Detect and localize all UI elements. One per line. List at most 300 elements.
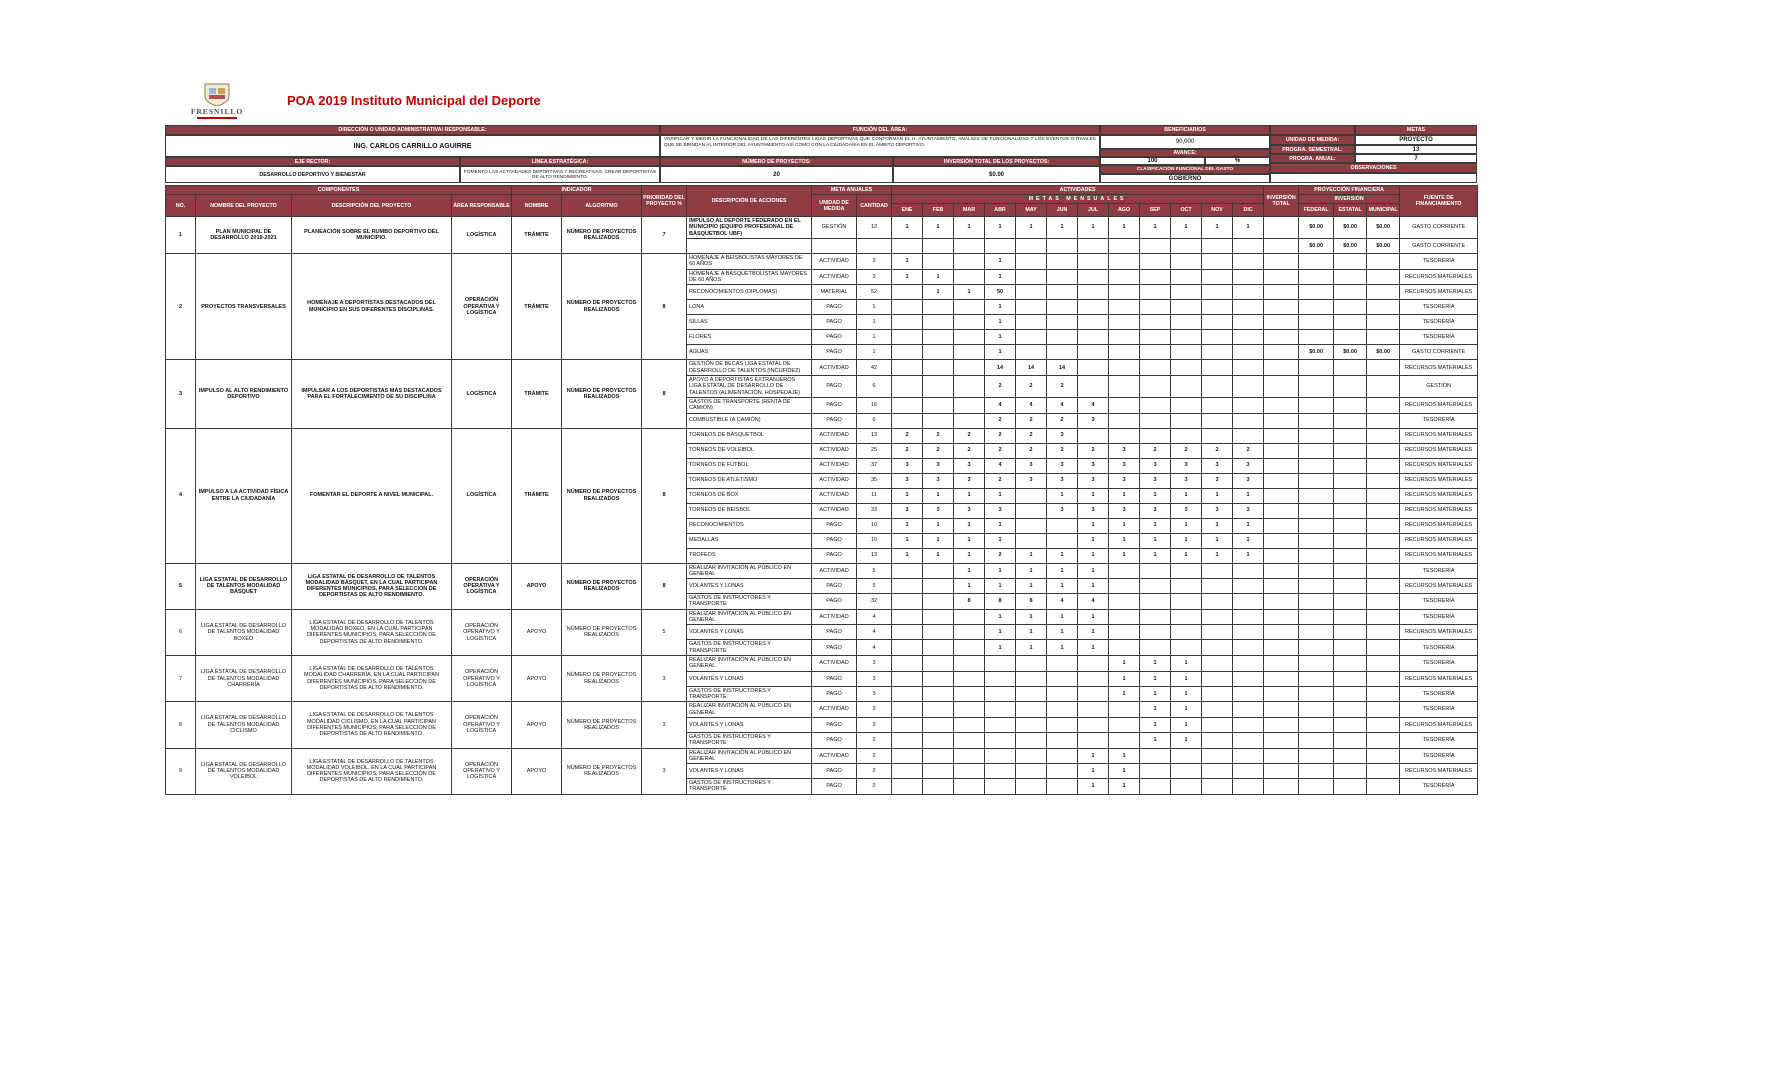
- band-metas-mensuales: METAS MENSUALES: [892, 195, 1264, 204]
- num-proyectos-label: NÚMERO DE PROYECTOS:: [660, 157, 893, 166]
- investment-federal: [1299, 779, 1334, 795]
- month-value-mar: [954, 609, 985, 625]
- month-value-dic: [1233, 656, 1264, 672]
- funding-source: TESORERÍA: [1400, 748, 1478, 764]
- month-value-mar: [954, 779, 985, 795]
- investment-estatal: [1334, 779, 1367, 795]
- action-quantity: 6: [857, 375, 892, 397]
- action-description: TORNEOS DE VOLEIBOL: [687, 443, 812, 458]
- month-value-mar: [954, 239, 985, 254]
- month-value-dic: 2: [1233, 443, 1264, 458]
- action-description: REALIZAR INVITACIÓN AL PÚBLICO EN GENERAL: [687, 702, 812, 718]
- month-value-nov: [1202, 717, 1233, 732]
- month-value-sep: [1140, 579, 1171, 594]
- col-header-fuente: FUENTE DE FINANCIAMIENTO: [1400, 186, 1478, 217]
- avance-unit: %: [1205, 157, 1270, 165]
- month-value-dic: [1233, 360, 1264, 376]
- month-value-ene: [892, 702, 923, 718]
- project-priority: 8: [642, 563, 687, 609]
- project-priority: 8: [642, 360, 687, 428]
- month-value-nov: 1: [1202, 548, 1233, 563]
- project-description: FOMENTAR EL DEPORTE A NIVEL MUNICIPAL.: [292, 428, 452, 563]
- action-unit: ACTIVIDAD: [812, 488, 857, 503]
- linea-estrategica-value: FOMENTO LAS ACTIVIDADES DEPORTIVAS Y RECREATIVAS. CREAR DEPORTISTAS DE ALTO RENDIMIENTO.: [460, 166, 660, 183]
- investment-federal: [1299, 764, 1334, 779]
- funcion-panel: [660, 125, 1100, 183]
- month-value-feb: [923, 563, 954, 579]
- month-value-mar: [954, 300, 985, 315]
- month-value-feb: [923, 625, 954, 640]
- month-value-sep: [1140, 345, 1171, 360]
- month-value-sep: [1140, 300, 1171, 315]
- month-value-ago: [1109, 609, 1140, 625]
- month-value-may: 14: [1016, 360, 1047, 376]
- action-quantity: 10: [857, 533, 892, 548]
- action-description: TORNEOS DE ATLETISMO: [687, 473, 812, 488]
- month-value-ene: 3: [892, 458, 923, 473]
- month-value-oct: 3: [1171, 458, 1202, 473]
- month-value-abr: 1: [985, 300, 1016, 315]
- action-description: VOLANTES Y LONAS: [687, 717, 812, 732]
- month-value-nov: [1202, 594, 1233, 610]
- action-quantity: 25: [857, 443, 892, 458]
- action-quantity: 11: [857, 488, 892, 503]
- month-value-ago: [1109, 360, 1140, 376]
- month-value-ene: [892, 300, 923, 315]
- month-value-oct: [1171, 779, 1202, 795]
- investment-total: [1264, 285, 1299, 300]
- funding-source: RECURSOS MATERIALES: [1400, 488, 1478, 503]
- logo-wordmark: FRESNILLO: [190, 107, 244, 116]
- month-value-ene: [892, 315, 923, 330]
- investment-federal: [1299, 254, 1334, 270]
- month-value-jul: 1: [1078, 518, 1109, 533]
- month-value-feb: 3: [923, 503, 954, 518]
- col-header-ind-nombre: NOMBRE: [512, 195, 562, 217]
- investment-estatal: [1334, 300, 1367, 315]
- funding-source: RECURSOS MATERIALES: [1400, 473, 1478, 488]
- project-priority: 3: [642, 656, 687, 702]
- month-value-jun: 4: [1047, 594, 1078, 610]
- action-unit: [812, 239, 857, 254]
- action-unit: PAGO: [812, 671, 857, 686]
- action-unit: MATERIAL: [812, 285, 857, 300]
- unidad-medida-value: PROYECTO: [1355, 135, 1477, 145]
- month-value-ene: 1: [892, 217, 923, 239]
- month-value-ene: 1: [892, 518, 923, 533]
- investment-estatal: [1334, 488, 1367, 503]
- action-description: HOMENAJE A BEISBOLISTAS MAYORES DE 60 AÑOS: [687, 254, 812, 270]
- action-quantity: 32: [857, 594, 892, 610]
- month-value-jul: 4: [1078, 397, 1109, 413]
- investment-municipal: [1367, 671, 1400, 686]
- month-value-oct: 1: [1171, 717, 1202, 732]
- action-unit: PAGO: [812, 533, 857, 548]
- month-value-mar: [954, 330, 985, 345]
- poa-table: [165, 185, 1478, 795]
- month-value-mar: 2: [954, 428, 985, 443]
- action-description: VOLANTES Y LONAS: [687, 579, 812, 594]
- investment-estatal: [1334, 640, 1367, 656]
- month-value-ago: [1109, 594, 1140, 610]
- month-value-abr: 2: [985, 443, 1016, 458]
- month-value-feb: [923, 702, 954, 718]
- investment-total: [1264, 360, 1299, 376]
- direccion-value: ING. CARLOS CARRILLO AGUIRRE: [165, 135, 660, 157]
- investment-municipal: [1367, 732, 1400, 748]
- investment-municipal: [1367, 375, 1400, 397]
- investment-federal: [1299, 640, 1334, 656]
- funding-source: RECURSOS MATERIALES: [1400, 548, 1478, 563]
- action-quantity: 1: [857, 300, 892, 315]
- month-value-ene: [892, 640, 923, 656]
- action-quantity: 42: [857, 360, 892, 376]
- investment-federal: [1299, 548, 1334, 563]
- investment-municipal: [1367, 625, 1400, 640]
- funding-source: RECURSOS MATERIALES: [1400, 717, 1478, 732]
- month-value-abr: [985, 764, 1016, 779]
- responsable-panel: [165, 125, 660, 183]
- observaciones-value: [1270, 173, 1477, 183]
- action-quantity: 6: [857, 413, 892, 428]
- month-value-feb: 3: [923, 473, 954, 488]
- month-value-ago: 3: [1109, 503, 1140, 518]
- month-value-sep: 1: [1140, 518, 1171, 533]
- month-value-oct: [1171, 254, 1202, 270]
- month-value-jun: 2: [1047, 413, 1078, 428]
- month-value-ene: [892, 732, 923, 748]
- metas-label: METAS: [1355, 125, 1477, 135]
- month-value-nov: [1202, 300, 1233, 315]
- investment-federal: [1299, 315, 1334, 330]
- col-header-area: ÁREA RESPONSABLE: [452, 195, 512, 217]
- beneficiarios-value: 90,000: [1100, 135, 1270, 149]
- investment-estatal: [1334, 458, 1367, 473]
- investment-municipal: [1367, 609, 1400, 625]
- month-value-jun: 3: [1047, 503, 1078, 518]
- investment-estatal: [1334, 397, 1367, 413]
- month-value-jul: [1078, 315, 1109, 330]
- month-value-oct: [1171, 360, 1202, 376]
- month-value-dic: 3: [1233, 503, 1264, 518]
- indicator-name: TRÁMITE: [512, 254, 562, 360]
- month-value-feb: [923, 254, 954, 270]
- month-value-mar: [954, 254, 985, 270]
- month-value-mar: [954, 656, 985, 672]
- month-value-ene: [892, 594, 923, 610]
- investment-estatal: [1334, 548, 1367, 563]
- action-quantity: 4: [857, 640, 892, 656]
- month-value-nov: [1202, 330, 1233, 345]
- month-value-ago: 1: [1109, 671, 1140, 686]
- avance-value: 100: [1100, 157, 1205, 165]
- investment-municipal: [1367, 594, 1400, 610]
- month-value-ago: [1109, 300, 1140, 315]
- investment-total: [1264, 686, 1299, 702]
- month-value-dic: [1233, 315, 1264, 330]
- funding-source: RECURSOS MATERIALES: [1400, 671, 1478, 686]
- investment-municipal: [1367, 488, 1400, 503]
- investment-federal: [1299, 397, 1334, 413]
- action-row: [166, 217, 1478, 239]
- project-no: 8: [166, 702, 196, 748]
- month-value-jun: [1047, 732, 1078, 748]
- month-value-nov: 3: [1202, 458, 1233, 473]
- month-value-may: [1016, 518, 1047, 533]
- investment-estatal: $0.00: [1334, 217, 1367, 239]
- month-value-sep: [1140, 269, 1171, 285]
- investment-estatal: [1334, 625, 1367, 640]
- investment-total: [1264, 640, 1299, 656]
- band-actividades: ACTIVIDADES: [892, 186, 1264, 195]
- action-description: VOLANTES Y LONAS: [687, 625, 812, 640]
- month-value-oct: [1171, 748, 1202, 764]
- funding-source: RECURSOS MATERIALES: [1400, 285, 1478, 300]
- beneficiarios-panel: [1100, 125, 1270, 183]
- investment-estatal: [1334, 717, 1367, 732]
- month-value-dic: [1233, 702, 1264, 718]
- month-value-jul: [1078, 428, 1109, 443]
- month-value-dic: 1: [1233, 533, 1264, 548]
- month-value-feb: [923, 397, 954, 413]
- action-description: GESTIÓN DE BECAS LIGA ESTATAL DE DESARROLLO DE TALENTOS (INCUFIDEZ): [687, 360, 812, 376]
- col-header-nombre: NOMBRE DEL PROYECTO: [196, 195, 292, 217]
- month-value-nov: [1202, 779, 1233, 795]
- month-value-abr: 14: [985, 360, 1016, 376]
- month-value-sep: [1140, 413, 1171, 428]
- funding-source: TESORERÍA: [1400, 656, 1478, 672]
- action-unit: ACTIVIDAD: [812, 503, 857, 518]
- month-value-mar: [954, 702, 985, 718]
- month-value-jul: [1078, 330, 1109, 345]
- month-value-oct: 3: [1171, 503, 1202, 518]
- funding-source: TESORERÍA: [1400, 254, 1478, 270]
- month-value-dic: [1233, 748, 1264, 764]
- month-value-jun: 1: [1047, 579, 1078, 594]
- month-value-jul: 1: [1078, 563, 1109, 579]
- project-name: IMPULSO AL ALTO RENDIMIENTO DEPORTIVO: [196, 360, 292, 428]
- action-description: TORNEOS DE BOX: [687, 488, 812, 503]
- investment-municipal: [1367, 563, 1400, 579]
- month-value-jun: [1047, 764, 1078, 779]
- investment-estatal: [1334, 428, 1367, 443]
- month-value-may: 2: [1016, 375, 1047, 397]
- month-value-oct: 3: [1171, 473, 1202, 488]
- month-value-abr: 1: [985, 345, 1016, 360]
- month-value-feb: [923, 360, 954, 376]
- month-header-feb: FEB: [923, 204, 954, 217]
- month-value-ago: [1109, 640, 1140, 656]
- project-area: LOGÍSTICA: [452, 428, 512, 563]
- month-value-ago: 1: [1109, 217, 1140, 239]
- month-value-jul: 1: [1078, 748, 1109, 764]
- indicator-name: APOYO: [512, 656, 562, 702]
- month-value-abr: 1: [985, 217, 1016, 239]
- investment-municipal: [1367, 579, 1400, 594]
- funding-source: TESORERÍA: [1400, 702, 1478, 718]
- investment-estatal: [1334, 285, 1367, 300]
- col-header-prioridad: PRIORIDAD DEL PROYECTO %: [642, 186, 687, 217]
- month-value-may: [1016, 671, 1047, 686]
- month-value-ago: [1109, 315, 1140, 330]
- investment-estatal: [1334, 764, 1367, 779]
- investment-total: [1264, 779, 1299, 795]
- action-quantity: 13: [857, 428, 892, 443]
- investment-total: [1264, 563, 1299, 579]
- month-value-jun: [1047, 686, 1078, 702]
- action-unit: PAGO: [812, 397, 857, 413]
- month-value-oct: 1: [1171, 518, 1202, 533]
- month-value-ene: 2: [892, 428, 923, 443]
- action-unit: PAGO: [812, 594, 857, 610]
- action-unit: PAGO: [812, 686, 857, 702]
- project-description: IMPULSAR A LOS DEPORTISTAS MÁS DESTACADOS PARA EL FORTALECIMIENTO DE SU DISCIPLINA: [292, 360, 452, 428]
- month-value-jul: 1: [1078, 779, 1109, 795]
- investment-municipal: [1367, 473, 1400, 488]
- action-quantity: 3: [857, 686, 892, 702]
- month-value-sep: 1: [1140, 686, 1171, 702]
- month-value-abr: 1: [985, 609, 1016, 625]
- month-value-mar: [954, 360, 985, 376]
- investment-municipal: [1367, 686, 1400, 702]
- month-value-may: 1: [1016, 625, 1047, 640]
- action-quantity: 2: [857, 779, 892, 795]
- investment-municipal: [1367, 315, 1400, 330]
- month-value-abr: 2: [985, 548, 1016, 563]
- funding-source: RECURSOS MATERIALES: [1400, 443, 1478, 458]
- col-header-federal: FEDERAL: [1299, 204, 1334, 217]
- month-value-nov: [1202, 315, 1233, 330]
- investment-federal: [1299, 428, 1334, 443]
- funding-source: RECURSOS MATERIALES: [1400, 518, 1478, 533]
- action-quantity: 2: [857, 748, 892, 764]
- month-value-mar: 1: [954, 533, 985, 548]
- month-value-nov: [1202, 748, 1233, 764]
- month-value-jul: [1078, 360, 1109, 376]
- investment-estatal: [1334, 503, 1367, 518]
- action-description: GASTOS DE INSTRUCTORES Y TRANSPORTE: [687, 594, 812, 610]
- month-value-ago: 1: [1109, 748, 1140, 764]
- month-value-may: 1: [1016, 640, 1047, 656]
- month-value-feb: [923, 779, 954, 795]
- investment-federal: [1299, 285, 1334, 300]
- month-value-dic: [1233, 397, 1264, 413]
- month-value-nov: [1202, 269, 1233, 285]
- progra-semestral-label: PROGRA. SEMESTRAL:: [1270, 145, 1355, 154]
- investment-total: [1264, 702, 1299, 718]
- action-quantity: [857, 239, 892, 254]
- action-unit: PAGO: [812, 413, 857, 428]
- month-header-nov: NOV: [1202, 204, 1233, 217]
- month-value-dic: 1: [1233, 548, 1264, 563]
- month-value-feb: [923, 686, 954, 702]
- unidad-medida-label: UNIDAD DE MEDIDA:: [1270, 135, 1355, 145]
- month-value-oct: [1171, 285, 1202, 300]
- month-value-ago: 1: [1109, 656, 1140, 672]
- month-value-feb: [923, 717, 954, 732]
- month-header-abr: ABR: [985, 204, 1016, 217]
- action-unit: ACTIVIDAD: [812, 443, 857, 458]
- month-value-jun: [1047, 702, 1078, 718]
- action-unit: PAGO: [812, 330, 857, 345]
- month-value-mar: [954, 732, 985, 748]
- month-value-abr: [985, 686, 1016, 702]
- investment-municipal: [1367, 300, 1400, 315]
- month-value-mar: [954, 269, 985, 285]
- action-quantity: 37: [857, 458, 892, 473]
- funding-source: GASTO CORRIENTE: [1400, 345, 1478, 360]
- month-value-dic: [1233, 732, 1264, 748]
- investment-estatal: [1334, 473, 1367, 488]
- col-header-no: NO.: [166, 195, 196, 217]
- investment-municipal: [1367, 717, 1400, 732]
- indicator-name: APOYO: [512, 702, 562, 748]
- investment-municipal: [1367, 748, 1400, 764]
- month-value-feb: [923, 609, 954, 625]
- month-value-ene: 3: [892, 473, 923, 488]
- action-quantity: 1: [857, 345, 892, 360]
- investment-total: [1264, 443, 1299, 458]
- action-row: [166, 609, 1478, 625]
- month-value-oct: 1: [1171, 686, 1202, 702]
- indicator-name: APOYO: [512, 609, 562, 655]
- month-value-jun: 2: [1047, 443, 1078, 458]
- funding-source: RECURSOS MATERIALES: [1400, 360, 1478, 376]
- inversion-total-value: $0.00: [893, 166, 1100, 183]
- month-value-abr: 1: [985, 488, 1016, 503]
- month-value-abr: [985, 671, 1016, 686]
- month-value-jun: 3: [1047, 458, 1078, 473]
- investment-federal: [1299, 686, 1334, 702]
- action-unit: ACTIVIDAD: [812, 702, 857, 718]
- month-value-sep: 3: [1140, 503, 1171, 518]
- month-value-oct: [1171, 345, 1202, 360]
- month-value-ene: 1: [892, 548, 923, 563]
- investment-federal: [1299, 563, 1334, 579]
- month-value-oct: 1: [1171, 548, 1202, 563]
- month-value-abr: [985, 656, 1016, 672]
- month-value-may: 1: [1016, 579, 1047, 594]
- month-value-nov: 1: [1202, 488, 1233, 503]
- funding-source: TESORERÍA: [1400, 732, 1478, 748]
- action-quantity: 13: [857, 548, 892, 563]
- investment-total: [1264, 300, 1299, 315]
- action-unit: PAGO: [812, 579, 857, 594]
- investment-federal: [1299, 473, 1334, 488]
- project-name: LIGA ESTATAL DE DESARROLLO DE TALENTOS MODALIDAD VOLEIBOL: [196, 748, 292, 794]
- month-value-may: [1016, 345, 1047, 360]
- poa-sheet: [165, 125, 1477, 795]
- investment-estatal: [1334, 732, 1367, 748]
- action-unit: PAGO: [812, 625, 857, 640]
- indicator-algorithm: NÚMERO DE PROYECTOS REALIZADOS: [562, 748, 642, 794]
- month-value-jul: 3: [1078, 503, 1109, 518]
- action-row: [166, 254, 1478, 270]
- action-description: VOLANTES Y LONAS: [687, 764, 812, 779]
- funding-source: TESORERÍA: [1400, 686, 1478, 702]
- month-value-feb: [923, 656, 954, 672]
- month-value-sep: [1140, 640, 1171, 656]
- month-value-ene: 1: [892, 269, 923, 285]
- month-value-jun: [1047, 779, 1078, 795]
- project-no: 9: [166, 748, 196, 794]
- investment-total: [1264, 764, 1299, 779]
- col-header-municipal: MUNICIPAL: [1367, 204, 1400, 217]
- project-description: LIGA ESTATAL DE DESARROLLO DE TALENTOS MODALIDAD BOXEO, EN LA CUAL PARTICIPAN DIFERENTES MUNICIPIOS, PARA SELECCIÓN DE DEPORTISTAS DE ALTO RENDIMIENTO.: [292, 609, 452, 655]
- action-description: GASTOS DE INSTRUCTORES Y TRANSPORTE: [687, 686, 812, 702]
- col-header-descripcion: DESCRIPCIÓN DEL PROYECTO: [292, 195, 452, 217]
- month-value-jun: [1047, 254, 1078, 270]
